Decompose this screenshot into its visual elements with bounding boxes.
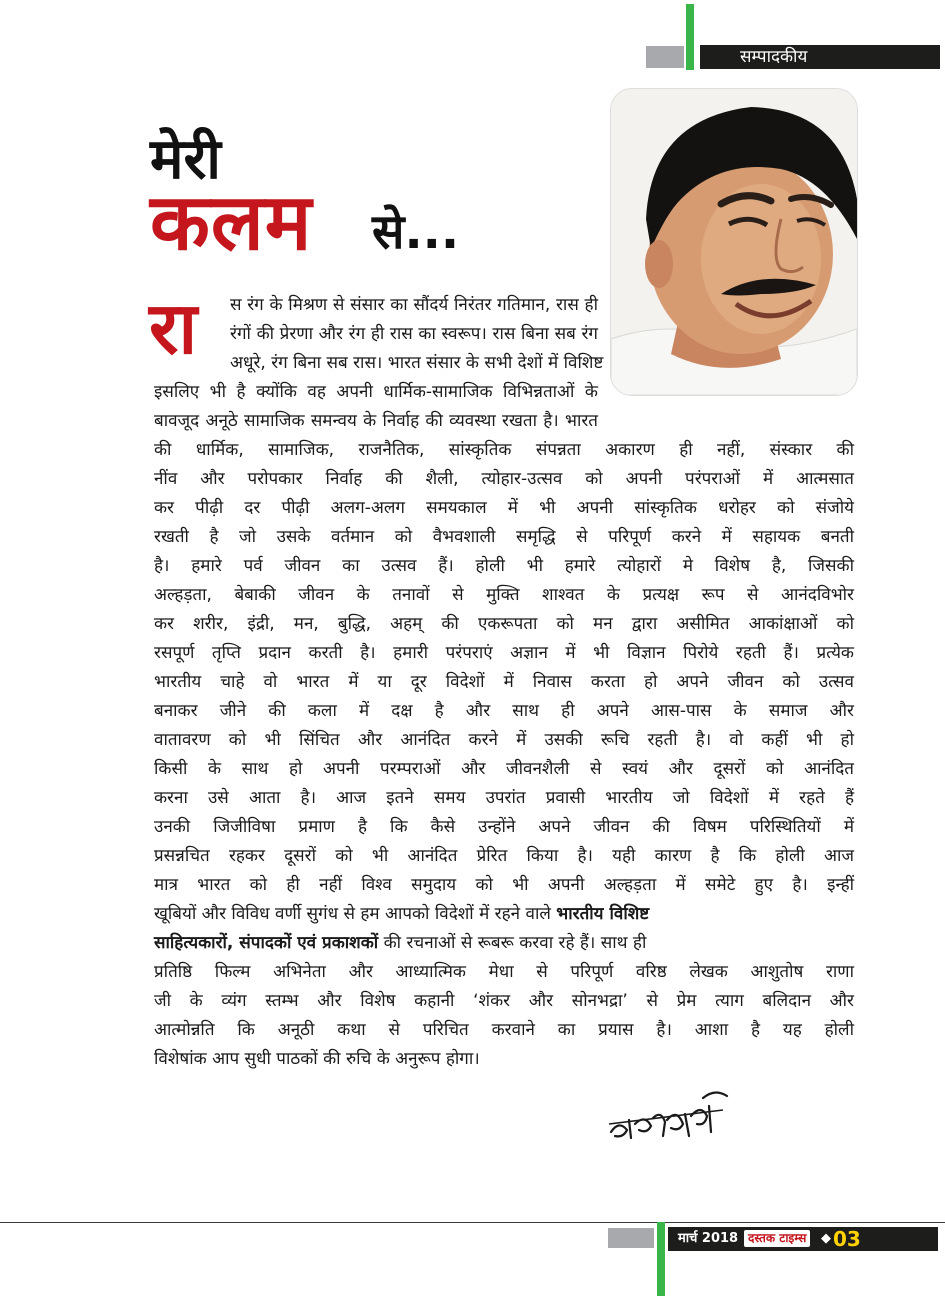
footer-accent-bar [657, 1222, 665, 1296]
article-line: नींव और परोपकार निर्वाह की शैली, त्योहार-उत्सव को अपनी परंपराओं में आत्मसात [154, 469, 854, 489]
article-line [154, 903, 649, 925]
article-line: भारतीय चाहे वो भारत में या दूर विदेशों में निवास करता हो अपने जीवन को उत्सव [154, 672, 854, 692]
title-suffix: से... [372, 204, 460, 260]
article-line: करना उसे आता है। आज इतने समय उपरांत प्रवासी भारतीय जो विदेशों में रहते हैं [154, 788, 854, 808]
page-number: 03 [833, 1227, 861, 1251]
article-line: अधूरे, रंग बिना सब रास। भारत संसार के सभी देशों में विशिष्ट [230, 353, 604, 373]
footer-gray-block [608, 1228, 654, 1248]
issue-date: मार्च 2018 [678, 1231, 739, 1246]
article-line: रसपूर्ण तृप्ति प्रदान करती है। हमारी परंपराएं अज्ञान में भी विज्ञान पिरोये रहती हैं। प्रत्येक [154, 643, 854, 663]
article-line: रंगों की प्रेरणा और रंग ही रास का स्वरूप। रास बिना सब रंग [230, 324, 598, 344]
drop-cap: रा [149, 286, 198, 370]
article-text: की रचनाओं से रूबरू करवा रहे हैं। साथ ही [383, 933, 647, 953]
article-line: है। हमारे पर्व जीवन का उत्सव हैं। होली भी हमारे त्योहारों मे विशेष है, जिसकी [154, 556, 854, 576]
article-line [154, 932, 646, 954]
bold-phrase: भारतीय विशिष्ट [556, 904, 650, 924]
article-line: बनाकर जीने की कला में दक्ष है और साथ ही अपने आस-पास के समाज और [154, 701, 854, 721]
footer-bar [668, 1227, 938, 1251]
article-line: कर पीढ़ी दर पीढ़ी अलग-अलग समयकाल में भी अपनी सांस्कृतिक धरोहर को संजोये [154, 498, 854, 518]
article-line: स रंग के मिश्रण से संसार का सौंदर्य निरंतर गतिमान, रास ही [230, 295, 598, 315]
article-line: इसलिए भी है क्योंकि वह अपनी धार्मिक-सामाजिक विभिन्नताओं के [154, 382, 598, 402]
title-highlight: कलम [150, 178, 313, 268]
footer-rule [0, 1222, 945, 1223]
section-label: सम्पादकीय [700, 45, 940, 69]
article-line: मात्र भारत को ही नहीं विश्व समुदाय को भी अपनी अल्हड़ता में समेटे हुए है। इन्हीं [154, 875, 854, 895]
article-line: बावजूद अनूठे सामाजिक समन्वय के निर्वाह की व्यवस्था रखता है। भारत [154, 411, 598, 431]
article-line: उनकी जिजीविषा प्रमाण है कि कैसे उन्होंने अपने जीवन की विषम परिस्थितियों में [154, 817, 854, 837]
article-text: खूबियों और विविध वर्णी सुगंध से हम आपको विदेशों में रहने वाले [154, 904, 551, 924]
article-line: वातावरण को भी सिंचित और आनंदित करने में उसकी रूचि रहती है। वो कहीं भी हो [154, 730, 854, 750]
title-line-1: मेरी [150, 127, 221, 192]
bold-phrase: साहित्यकारों, संपादकों एवं प्रकाशकों [154, 933, 379, 953]
article-line: विशेषांक आप सुधी पाठकों की रुचि के अनुरूप होगा। [154, 1049, 480, 1069]
article-line: प्रसन्नचित रहकर दूसरों को भी आनंदित प्रेरित किया है। यही कारण है कि होली आज [154, 846, 854, 866]
article-line: किसी के साथ हो अपनी परम्पराओं और जीवनशैली से स्वयं और दूसरों को आनंदित [154, 759, 854, 779]
separator-bullet: ◆ [821, 1231, 831, 1246]
article-line: अल्हड़ता, बेबाकी जीवन के तनावों से मुक्ति शाश्वत के प्रत्यक्ष रूप से आनंदविभोर [154, 585, 854, 605]
article-line: रखती है जो उसके वर्तमान को वैभवशाली समृद्धि से परिपूर्ण करने में सहायक बनती [154, 527, 854, 547]
article-line: प्रतिष्ठि फिल्म अभिनेता और आध्यात्मिक मेधा से परिपूर्ण वरिष्ठ लेखक आशुतोष राणा [154, 962, 854, 982]
article-line: आत्मोन्नति कि अनूठी कथा से परिचित करवाने का प्रयास है। आशा है यह होली [154, 1020, 854, 1040]
article-line: कर शरीर, इंद्री, मन, बुद्धि, अहम् की एकरूपता को मन द्वारा असीमित आकांक्षाओं को [154, 614, 854, 634]
editor-signature [605, 1080, 735, 1150]
magazine-logo: दस्तक टाइम्स [744, 1230, 810, 1247]
article-line: की धार्मिक, सामाजिक, राजनैतिक, सांस्कृतिक संपन्नता अकारण ही नहीं, संस्कार की [154, 440, 854, 460]
article-line: जी के व्यंग स्तम्भ और विशेष कहानी ‘शंकर और सोनभद्रा’ से प्रेम त्याग बलिदान और [154, 991, 854, 1011]
